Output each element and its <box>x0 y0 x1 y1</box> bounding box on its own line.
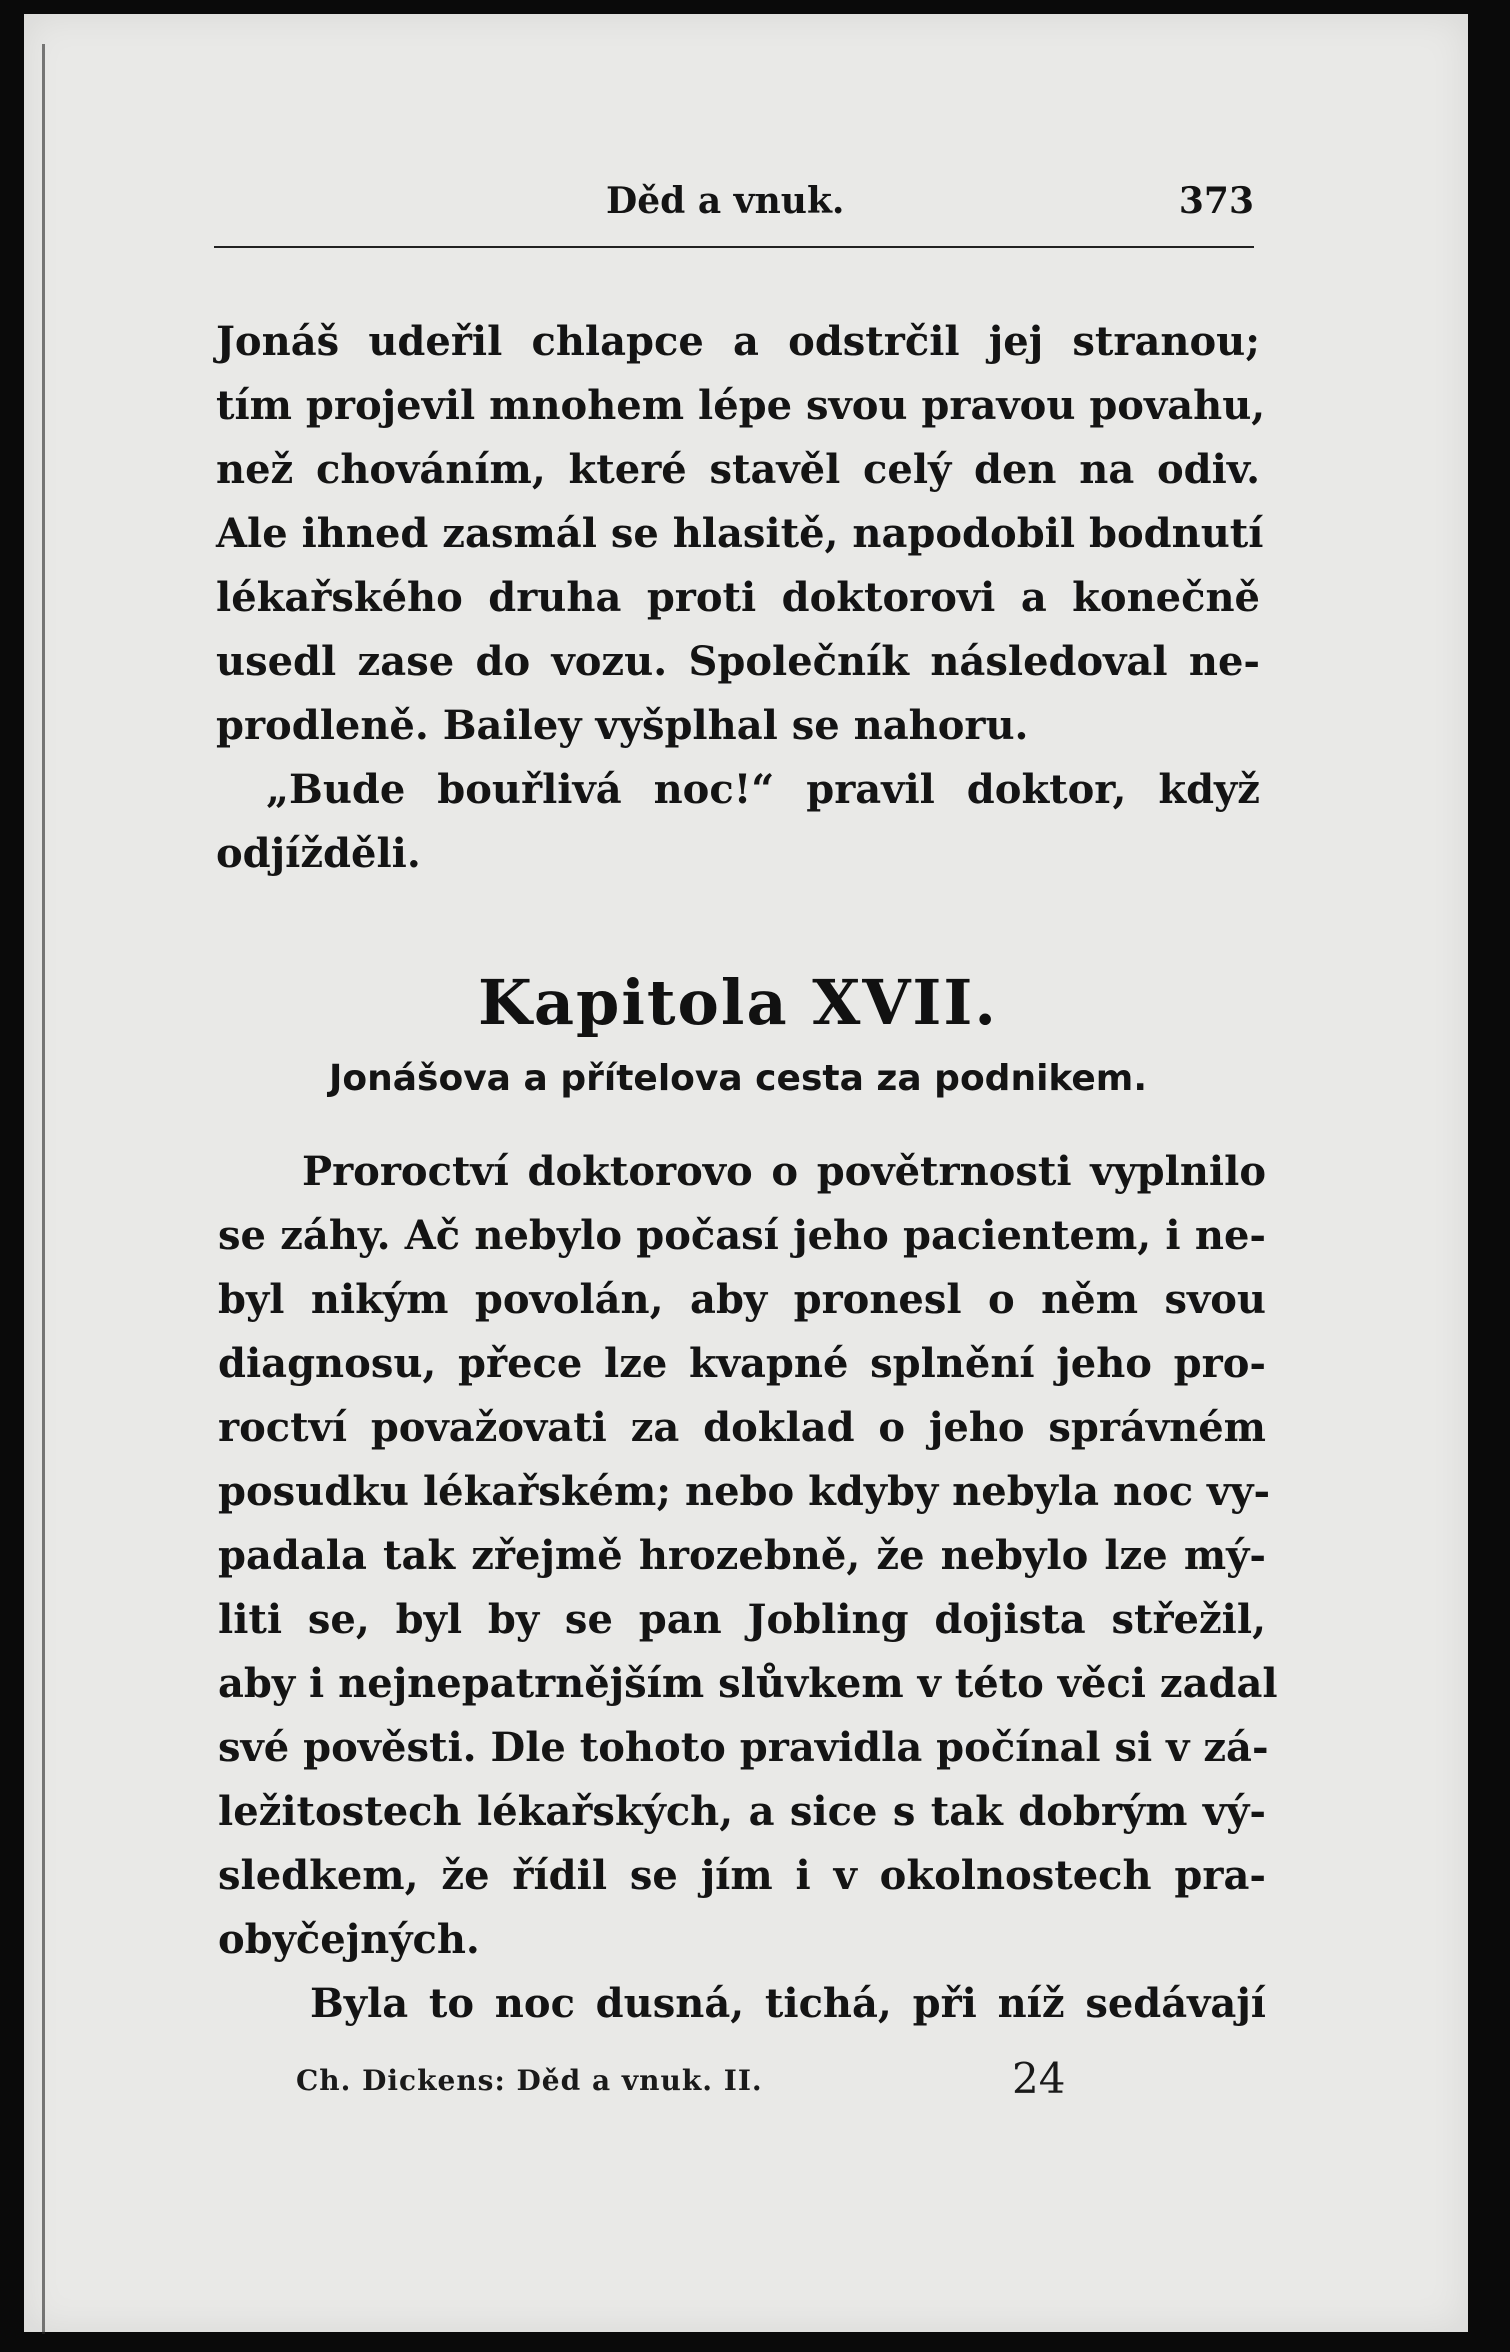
text-line: roctví považovati za doklad o jeho správném <box>218 1404 1266 1451</box>
text-line: padala tak zřejmě hrozebně, že nebylo lze mý- <box>218 1532 1266 1579</box>
text-line: aby i nejnepatrnějším slůvkem v této věci zadal <box>218 1660 1278 1707</box>
sheet-number: 24 <box>1012 2054 1066 2103</box>
text-line: své pověsti. Dle tohoto pravidla počínal si v zá- <box>218 1724 1269 1771</box>
chapter-subtitle: Jonášova a přítelova cesta za podnikem. <box>329 1058 1147 1099</box>
text-line: sledkem, že řídil se jím i v okolnostech pra- <box>218 1852 1266 1899</box>
text-line: Jonáš udeřil chlapce a odstrčil jej stranou; <box>216 318 1260 365</box>
footer-signature: Ch. Dickens: Děd a vnuk. II. <box>296 2064 763 2097</box>
paragraph-1 <box>216 310 1266 886</box>
text-line: se záhy. Ač nebylo počasí jeho pacientem, i ne- <box>218 1212 1266 1259</box>
text-line: tím projevil mnohem lépe svou pravou povahu, <box>216 382 1266 429</box>
text-line: lékařského druha proti doktorovi a konečně <box>216 574 1260 621</box>
text-line: posudku lékařském; nebo kdyby nebyla noc vy- <box>218 1468 1271 1515</box>
paragraph-2 <box>218 1140 1278 2036</box>
header-rule <box>214 246 1254 248</box>
running-header <box>188 180 1254 230</box>
text-line: ležitostech lékařských, a sice s tak dobrým vý- <box>218 1788 1266 1835</box>
running-title: Děd a vnuk. <box>606 180 845 222</box>
text-line: prodleně. Bailey vyšplhal se nahoru. <box>216 702 1029 749</box>
chapter-title: Kapitola XVII. <box>477 966 999 1039</box>
text-line: byl nikým povolán, aby pronesl o něm svou <box>218 1276 1266 1323</box>
page-number: 373 <box>1178 180 1254 222</box>
text-line: odjížděli. <box>216 830 421 877</box>
text-line: Byla to noc dusná, tichá, při níž sedávají <box>310 1980 1266 2027</box>
text-line: diagnosu, přece lze kvapné splnění jeho pro- <box>218 1340 1266 1387</box>
text-line: usedl zase do vozu. Společník následoval ne- <box>216 638 1260 685</box>
page-edge-shadow <box>42 44 45 2334</box>
page-footer <box>296 2054 1096 2114</box>
text-line: Ale ihned zasmál se hlasitě, napodobil bodnutí <box>216 510 1264 557</box>
text-line: Proroctví doktorovo o povětrnosti vyplnilo <box>302 1148 1266 1195</box>
text-line: obyčejných. <box>218 1916 480 1963</box>
text-line: „Bude bouřlivá noc!“ pravil doktor, když <box>266 766 1260 813</box>
text-line: než chováním, které stavěl celý den na odiv. <box>216 446 1260 493</box>
text-line: liti se, byl by se pan Jobling dojista střežil, <box>218 1596 1266 1643</box>
